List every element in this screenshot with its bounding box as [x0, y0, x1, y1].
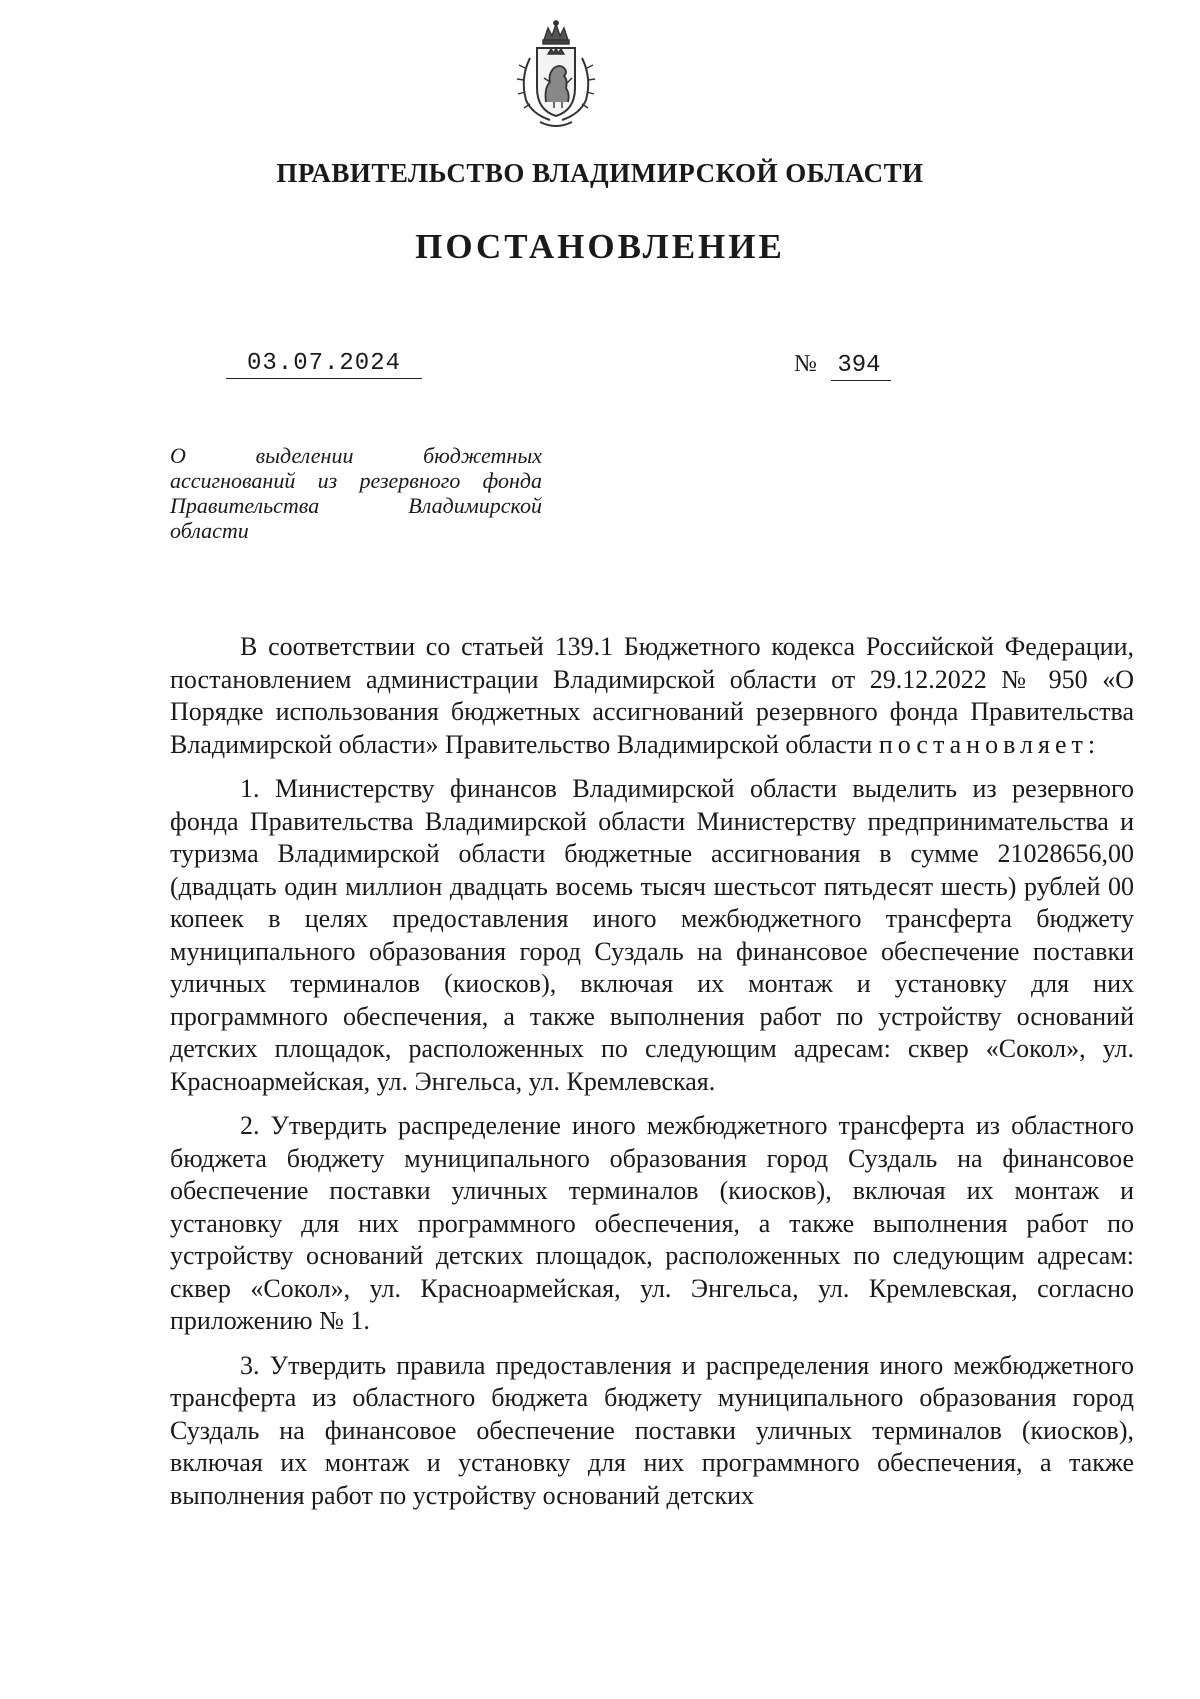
- document-subject: О выделении бюджетных ассигнований из резервного фонда Правительства Владимирской области: [170, 443, 542, 543]
- clause-3: 3. Утвердить правила предоставления и распределения иного межбюджетного трансферта из областного бюджета бюджету муниципального образования город Суздаль на финансовое обеспечение поставки уличных терминалов (киосков), включая их монтаж и установку для них программного обеспечения, а также выполнения работ по устройству оснований детских: [170, 1350, 1134, 1510]
- preamble-paragraph: [170, 631, 1134, 761]
- number-sign: №: [794, 351, 817, 377]
- document-type-title: ПОСТАНОВЛЕНИЕ: [415, 227, 785, 266]
- preamble-text: В соответствии со статьей 139.1 Бюджетного кодекса Российской Федерации, постановлением администрации Владимирской области от 29.12.2022 № 950 «О Порядке использования бюджетных ассигнований резервного фонда Правительства Владимирской области» Правительство Владимирской области: [170, 632, 1134, 759]
- document-number-field: [794, 350, 891, 381]
- organization-name: ПРАВИТЕЛЬСТВО ВЛАДИМИРСКОЙ ОБЛАСТИ: [276, 158, 924, 188]
- clause-1: 1. Министерству финансов Владимирской области выделить из резервного фонда Правительства Владимирской области Министерству предпринимательства и туризма Владимирской области бюджетные ассигнования в сумме 21028656,00 (двадцать один миллион двадцать восемь тысяч шестьсот пятьдесят шесть) рублей 00 копеек в целях предоставления иного межбюджетного трансферта бюджету муниципального образования город Суздаль на финансовое обеспечение поставки уличных терминалов (киосков), включая их монтаж и установку для них программного обеспечения, а также выполнения работ по устройству оснований детских площадок, расположенных по следующим адресам: сквер «Сокол», ул. Красноармейская, ул. Энгельса, ул. Кремлевская.: [170, 774, 1134, 1096]
- coat-of-arms-emblem: [510, 18, 602, 130]
- preamble-verb: постановляет:: [878, 729, 1101, 759]
- document-number: 394: [831, 352, 890, 381]
- clause-2: 2. Утвердить распределение иного межбюджетного трансферта из областного бюджета бюджету муниципального образования город Суздаль на финансовое обеспечение поставки уличных терминалов (киосков), включая их монтаж и установку для них программного обеспечения, а также выполнения работ по устройству оснований детских площадок, расположенных по следующим адресам: сквер «Сокол», ул. Красноармейская, ул. Энгельса, ул. Кремлевская, согласно приложению № 1.: [170, 1111, 1134, 1335]
- document-date: 03.07.2024: [226, 350, 422, 379]
- document-body: [170, 631, 1134, 1524]
